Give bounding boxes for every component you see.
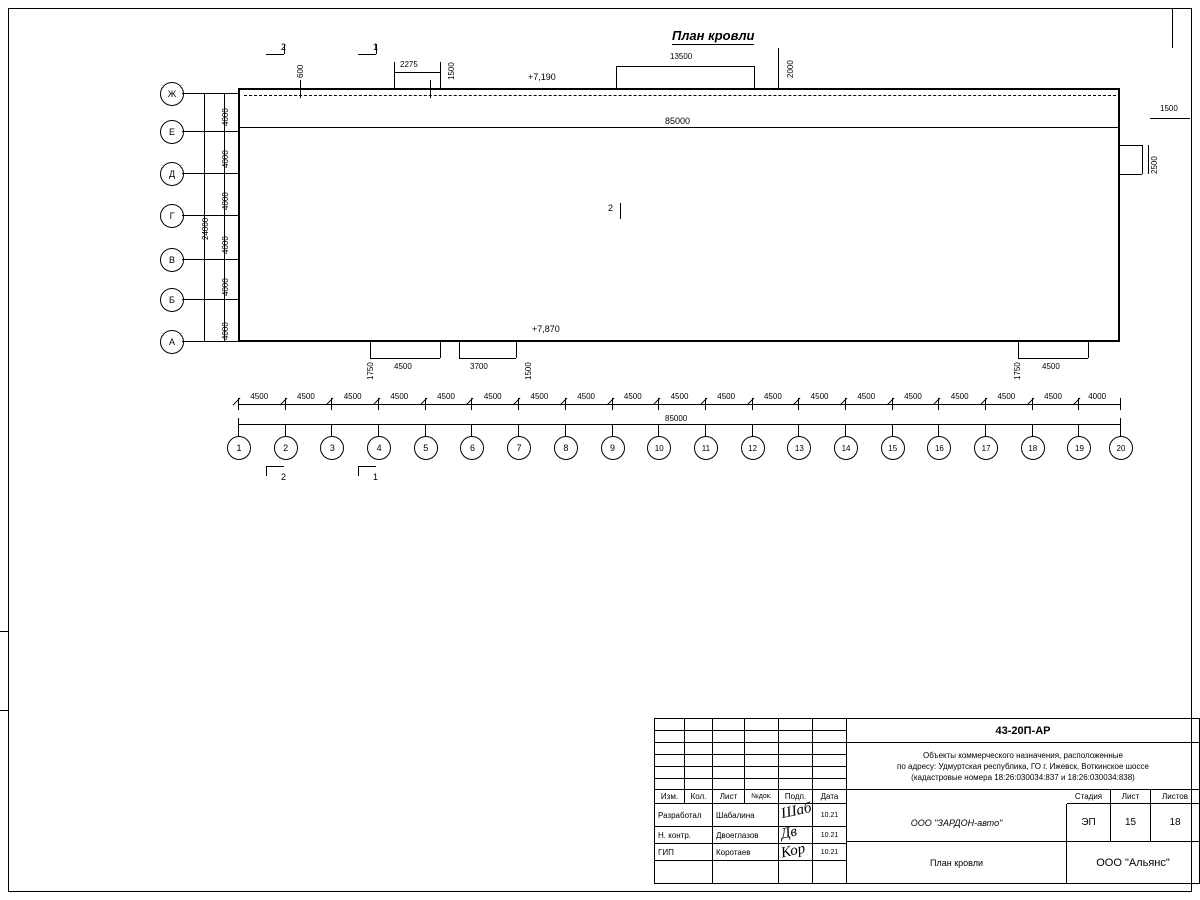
signature-2: Дв <box>779 823 799 843</box>
right-block-top <box>1118 145 1142 146</box>
stamp-grid-r2c4 <box>745 731 779 743</box>
stamp-grid-r3c3 <box>713 743 745 755</box>
axis-label: 9 <box>610 443 616 453</box>
axis-leader <box>705 424 706 436</box>
bottom-block-2-left <box>459 340 460 358</box>
dim-slash <box>886 398 899 411</box>
top-dim-2000-ext <box>778 48 779 88</box>
right-dim-2500-line <box>1148 145 1149 174</box>
axis-circle-12[interactable] <box>741 436 765 460</box>
axis-circle-9[interactable] <box>601 436 625 460</box>
stamp-object-desc <box>847 743 1200 790</box>
section-mark-2-label: 2 <box>281 42 287 52</box>
axis-label: 19 <box>1075 443 1084 453</box>
dim-chain-label: 4500 <box>623 392 642 401</box>
dim-chain-label: 4500 <box>950 392 969 401</box>
bottom-overall-line <box>238 424 1120 425</box>
axis-circle-V[interactable] <box>160 248 184 272</box>
axis-label: 7 <box>516 443 522 453</box>
stamp-name-3: Коротаев <box>713 844 779 861</box>
dim-slash <box>233 398 246 411</box>
stamp-code: 43-20П-АР <box>847 719 1200 743</box>
stamp-grid-r5c2 <box>685 767 713 779</box>
stamp-grid-r6c5 <box>779 779 813 790</box>
stamp-grid-r6c2 <box>685 779 713 790</box>
axis-label: 1 <box>236 443 242 453</box>
dim-chain-label: 4500 <box>530 392 549 401</box>
stamp-grid-r2c5 <box>779 731 813 743</box>
bottom-dim-4500-b: 4500 <box>1042 362 1060 371</box>
axis-leader-V <box>182 259 240 260</box>
stamp-col-ndok: №док. <box>745 790 779 804</box>
axis-leader <box>1078 424 1079 436</box>
section-mark-1-label: 1 <box>373 42 379 52</box>
stamp-grid-r5c6 <box>813 767 847 779</box>
stamp-sheet-header: Лист <box>1111 790 1151 804</box>
stamp-name-4 <box>713 861 779 884</box>
stamp-grid-r6c4 <box>745 779 779 790</box>
axis-label-A: А <box>168 337 175 347</box>
axis-circle-G[interactable] <box>160 204 184 228</box>
dim-slash <box>980 398 993 411</box>
stamp-grid-r2c3 <box>713 731 745 743</box>
section-marker-center-label: 2 <box>608 203 614 213</box>
signature-3: Кор <box>779 840 807 862</box>
dim-slash <box>933 398 946 411</box>
stamp-grid-r3c6 <box>813 743 847 755</box>
bottom-dim-1750-b: 1750 <box>1013 362 1022 380</box>
sheet-border-left <box>8 8 9 892</box>
sheet-border-top <box>8 8 1192 9</box>
axis-leader <box>518 424 519 436</box>
dim-slash <box>279 398 292 411</box>
section-mark-2b-stem <box>266 466 267 476</box>
stamp-grid-r5c4 <box>745 767 779 779</box>
vertical-dim-2: 4000 <box>221 150 230 168</box>
elevation-label-top: +7,190 <box>528 72 556 82</box>
axis-leader <box>798 424 799 436</box>
stamp-grid-r4c4 <box>745 755 779 767</box>
axis-circle-E[interactable] <box>160 120 184 144</box>
stamp-date-3: 10.21 <box>813 844 847 861</box>
stamp-role-2: Н. контр. <box>655 827 713 844</box>
stamp-grid-r6c3 <box>713 779 745 790</box>
bottom-overall-label: 85000 <box>665 414 688 423</box>
stamp-grid-r3c4 <box>745 743 779 755</box>
axis-circle-15[interactable] <box>881 436 905 460</box>
axis-circle-20[interactable] <box>1109 436 1133 460</box>
axis-circle-5[interactable] <box>414 436 438 460</box>
elevation-leader-top <box>512 88 692 89</box>
bottom-dim-line-a <box>370 358 440 359</box>
stamp-object-line-2: по адресу: Удмуртская республика, ГО г. Ижевск, Воткинское шоссе <box>897 761 1149 771</box>
dim-chain-label: 4500 <box>297 392 315 401</box>
section-mark-2b-line <box>266 466 284 467</box>
bottom-block-3-left <box>1018 340 1019 358</box>
axis-leader <box>565 424 566 436</box>
axis-leader <box>892 424 893 436</box>
stamp-grid-r1c5 <box>779 719 813 731</box>
right-dim-2500: 2500 <box>1150 156 1159 174</box>
dim-chain-label: 4500 <box>670 392 689 401</box>
axis-label: 12 <box>748 443 758 453</box>
section-mark-1b-label: 1 <box>373 472 379 482</box>
axis-circle-2[interactable] <box>274 436 298 460</box>
sheet-fold-mark-left-2 <box>0 710 9 711</box>
dim-slash <box>653 398 666 411</box>
dim-chain-label: 4500 <box>250 392 269 401</box>
stamp-col-kol: Кол. <box>685 790 713 804</box>
stamp-grid-r2c6 <box>813 731 847 743</box>
axis-label: 18 <box>1028 443 1038 453</box>
axis-leader <box>238 424 239 436</box>
axis-leader <box>658 424 659 436</box>
stamp-grid-r5c1 <box>655 767 685 779</box>
stamp-grid-r4c2 <box>685 755 713 767</box>
dim-chain-label: 4500 <box>717 392 736 401</box>
sheet-fold-mark-left <box>0 631 9 632</box>
dim-chain-label: 4500 <box>343 392 362 401</box>
stamp-grid-r3c1 <box>655 743 685 755</box>
axis-circle-1[interactable] <box>227 436 251 460</box>
stamp-grid-r4c3 <box>713 755 745 767</box>
axis-circle-16[interactable] <box>927 436 951 460</box>
bottom-dim-1500: 1500 <box>524 362 533 380</box>
stamp-sheet-title: План кровли <box>847 842 1067 884</box>
title-block <box>654 718 1200 884</box>
axis-label-E: Е <box>168 127 175 137</box>
stamp-date-2: 10.21 <box>813 827 847 844</box>
top-dim-2275: 2275 <box>400 60 418 69</box>
axis-label-Zh: Ж <box>167 89 177 99</box>
axis-leader-G <box>182 215 240 216</box>
axis-leader <box>938 424 939 436</box>
dim-chain-label: 4500 <box>763 392 782 401</box>
stamp-grid-r3c2 <box>685 743 713 755</box>
drawing-title: План кровли <box>672 28 755 43</box>
stamp-grid-r1c3 <box>713 719 745 731</box>
stamp-role-3: ГИП <box>655 844 713 861</box>
bottom-dim-3700: 3700 <box>470 362 488 371</box>
dim-slash <box>700 398 713 411</box>
top-dim-2275-line <box>394 72 440 73</box>
elevation-leader-bottom <box>530 340 690 341</box>
vertical-dim-6: 4000 <box>221 322 230 340</box>
bottom-dim-1750-a: 1750 <box>366 362 375 380</box>
dim-chain-label: 4500 <box>577 392 595 401</box>
signature-1: Шаб <box>779 799 813 823</box>
axis-label: 3 <box>329 443 335 453</box>
axis-leader <box>331 424 332 436</box>
stamp-sheets-header: Листов <box>1151 790 1200 804</box>
section-mark-1b-stem <box>358 466 359 476</box>
top-dim-1500: 1500 <box>447 62 456 80</box>
stamp-role-1: Разработал <box>655 804 713 827</box>
stamp-name-1: Шабалина <box>713 804 779 827</box>
stamp-col-izm: Изм. <box>655 790 685 804</box>
axis-circle-10[interactable] <box>647 436 671 460</box>
axis-leader <box>471 424 472 436</box>
dim-chain-label: 4500 <box>483 392 502 401</box>
bottom-block-1-right <box>440 340 441 358</box>
dim-chain-label: 4000 <box>1088 392 1107 401</box>
stamp-sheet-value: 15 <box>1111 804 1151 842</box>
axis-leader <box>1032 424 1033 436</box>
stamp-sign-4 <box>779 861 813 884</box>
top-dim-1500-ext <box>440 62 441 88</box>
stamp-customer: ООО "ЗАРДОН-авто" <box>847 804 1067 842</box>
axis-circle-A[interactable] <box>160 330 184 354</box>
overall-dim-top-label: 85000 <box>665 116 691 126</box>
dim-slash <box>793 398 806 411</box>
axis-circle-14[interactable] <box>834 436 858 460</box>
axis-label: 4 <box>376 443 382 453</box>
stamp-role-4 <box>655 861 713 884</box>
dim-slash <box>419 398 432 411</box>
stamp-grid-r1c4 <box>745 719 779 731</box>
stamp-sheets-value: 18 <box>1151 804 1200 842</box>
axis-label: 13 <box>794 443 804 453</box>
vertical-dim-4: 4000 <box>221 236 230 254</box>
stamp-grid-r6c1 <box>655 779 685 790</box>
dim-chain-label: 4500 <box>437 392 455 401</box>
dim-tick <box>1120 398 1121 410</box>
stamp-grid-r3c5 <box>779 743 813 755</box>
axis-label: 2 <box>283 443 289 453</box>
dim-slash <box>559 398 572 411</box>
roof-ridge-dashed-line <box>244 95 1116 96</box>
section-mark-1b-line <box>358 466 376 467</box>
dim-slash <box>1026 398 1039 411</box>
stamp-company: ООО "Альянс" <box>1067 842 1200 884</box>
vertical-dim-3: 4000 <box>221 192 230 210</box>
axis-label: 17 <box>981 443 991 453</box>
bottom-block-2-right <box>516 340 517 358</box>
roof-block-top-right <box>754 66 755 88</box>
axis-leader <box>378 424 379 436</box>
bottom-dim-line-c <box>1018 358 1088 359</box>
axis-leader-D <box>182 173 240 174</box>
axis-circle-7[interactable] <box>507 436 531 460</box>
axis-circle-Zh[interactable] <box>160 82 184 106</box>
axis-label: 11 <box>701 443 711 453</box>
axis-circle-3[interactable] <box>320 436 344 460</box>
dim-chain-label: 4500 <box>390 392 409 401</box>
axis-leader-A <box>182 341 240 342</box>
stamp-grid-r5c5 <box>779 767 813 779</box>
top-dim-13500: 13500 <box>670 52 693 61</box>
axis-circle-6[interactable] <box>460 436 484 460</box>
stamp-grid-r4c6 <box>813 755 847 767</box>
parapet-tick-2 <box>430 80 431 98</box>
right-block-right <box>1142 145 1143 174</box>
elevation-label-bottom: +7,870 <box>532 324 560 334</box>
dim-slash <box>1073 398 1086 411</box>
dim-slash <box>466 398 479 411</box>
right-block-bottom <box>1118 174 1142 175</box>
top-dim-600: 600 <box>296 64 305 78</box>
stamp-name-2: Двоеглазов <box>713 827 779 844</box>
overall-dim-line-top <box>240 127 1118 128</box>
dim-slash <box>513 398 526 411</box>
stamp-stage-value: ЭП <box>1067 804 1111 842</box>
dim-slash <box>840 398 853 411</box>
stamp-grid-r1c6 <box>813 719 847 731</box>
stamp-grid-r1c1 <box>655 719 685 731</box>
dim-chain-label: 4500 <box>1044 392 1062 401</box>
axis-circle-11[interactable] <box>694 436 718 460</box>
dim-slash <box>373 398 386 411</box>
right-dim-1500-line <box>1150 118 1190 119</box>
dim-chain-label: 4500 <box>857 392 876 401</box>
axis-leader <box>985 424 986 436</box>
section-mark-2-line <box>266 54 284 55</box>
stamp-col-data: Дата <box>813 790 847 804</box>
axis-leader <box>425 424 426 436</box>
bottom-dim-line-b <box>459 358 516 359</box>
axis-leader-E <box>182 131 240 132</box>
axis-circle-B[interactable] <box>160 288 184 312</box>
axis-label: 15 <box>888 443 898 453</box>
building-outline-right <box>1118 88 1120 342</box>
stamp-object-line-1: Объекты коммерческого назначения, расположенные <box>923 750 1123 760</box>
stamp-date-4 <box>813 861 847 884</box>
vertical-dim-1: 4000 <box>221 108 230 126</box>
axis-leader <box>285 424 286 436</box>
axis-leader <box>1120 424 1121 436</box>
axis-leader <box>612 424 613 436</box>
stamp-grid-r5c3 <box>713 767 745 779</box>
axis-label: 10 <box>654 443 664 453</box>
vertical-overall-label: 24000 <box>201 217 210 240</box>
vertical-dim-5: 4000 <box>221 278 230 296</box>
axis-label: 8 <box>563 443 569 453</box>
top-dim-2275-ext <box>394 62 395 88</box>
dim-slash <box>746 398 759 411</box>
section-marker-center-arrow <box>620 203 621 219</box>
axis-label: 6 <box>469 443 475 453</box>
axis-label: 20 <box>1116 443 1126 453</box>
stamp-grid-r4c5 <box>779 755 813 767</box>
bottom-dim-4500-a: 4500 <box>394 362 412 371</box>
stamp-stage-header: Стадия <box>1067 790 1111 804</box>
axis-circle-D[interactable] <box>160 162 184 186</box>
axis-leader <box>752 424 753 436</box>
right-dim-1500: 1500 <box>1160 104 1178 113</box>
dim-chain-label: 4500 <box>810 392 829 401</box>
axis-label-D: Д <box>168 169 176 179</box>
stamp-grid-r2c1 <box>655 731 685 743</box>
stamp-col-list: Лист <box>713 790 745 804</box>
dim-slash <box>326 398 339 411</box>
parapet-left-tick <box>300 80 301 98</box>
axis-circle-4[interactable] <box>367 436 391 460</box>
dim-chain-label: 4500 <box>904 392 922 401</box>
axis-label: 14 <box>841 443 851 453</box>
axis-circle-19[interactable] <box>1067 436 1091 460</box>
bottom-block-3-right <box>1088 340 1089 358</box>
stamp-grid-r6c6 <box>813 779 847 790</box>
stamp-grid-r2c2 <box>685 731 713 743</box>
stamp-object-line-3: (кадастровые номера 18:26:030034:837 и 18:26:030034:838) <box>911 772 1135 782</box>
axis-circle-13[interactable] <box>787 436 811 460</box>
dim-chain-label: 4500 <box>997 392 1016 401</box>
axis-circle-17[interactable] <box>974 436 998 460</box>
vertical-dim-chain-line <box>224 93 225 341</box>
axis-label: 16 <box>934 443 944 453</box>
section-mark-1-line <box>358 54 376 55</box>
section-mark-2b-label: 2 <box>281 472 287 482</box>
axis-label-B: Б <box>169 295 175 305</box>
bottom-block-1-left <box>370 340 371 358</box>
sheet-fold-mark-right <box>1172 8 1173 48</box>
top-dim-chain-13500 <box>616 66 754 67</box>
axis-circle-18[interactable] <box>1021 436 1045 460</box>
top-dim-2000: 2000 <box>786 60 795 78</box>
stamp-col-podp: Подп. <box>779 790 813 804</box>
stamp-grid-r1c2 <box>685 719 713 731</box>
axis-label-G: Г <box>169 211 175 221</box>
axis-label: 5 <box>423 443 429 453</box>
stamp-grid-r4c1 <box>655 755 685 767</box>
sheet-border-bottom <box>8 891 1192 892</box>
axis-circle-8[interactable] <box>554 436 578 460</box>
axis-leader <box>845 424 846 436</box>
dim-slash <box>606 398 619 411</box>
axis-leader-B <box>182 299 240 300</box>
roof-block-top-left <box>616 66 617 88</box>
axis-label-V: В <box>168 255 175 265</box>
axis-leader-Zh <box>182 93 240 94</box>
stamp-date-1: 10.21 <box>813 804 847 827</box>
